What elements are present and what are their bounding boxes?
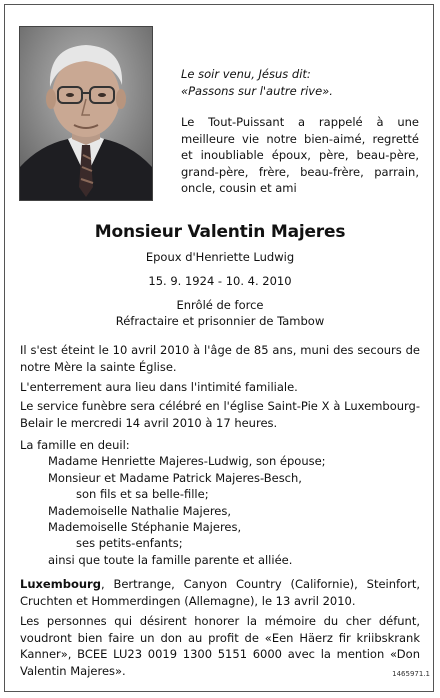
family-line: Mademoiselle Stéphanie Majeres, — [48, 520, 242, 535]
spouse-line: Epoux d'Henriette Ludwig — [145, 250, 295, 264]
quote-line-1: Le soir venu, Jésus dit: — [181, 67, 311, 81]
family-line: ainsi que toute la famille parente et alliée. — [48, 552, 293, 567]
service-notice: Le service funèbre sera célébré en l'église Saint-Pie X à Luxembourg-Belair le mercredi 14 avril 2010 à 17 heures. — [20, 399, 420, 430]
burial-notice: L'enterrement aura lieu dans l'intimité familiale. — [20, 380, 298, 394]
portrait-photo — [19, 26, 153, 201]
family-line: ses petits-enfants; — [76, 536, 183, 551]
intro-text: Le Tout-Puissant a rappelé à une meilleure vie notre bien-aimé, regretté et inoubliable époux, père, beau-père, grand-père, frère, beau-frère, parrain, oncle, cousin et ami — [181, 115, 419, 196]
location-date — [20, 576, 420, 609]
family-line: son fils et sa belle-fille; — [76, 487, 209, 502]
bible-quote — [181, 66, 333, 100]
status-line-1: Enrôlé de force — [176, 298, 264, 312]
location-rest: , Bertrange, Canyon Country (Californie), Steinfort, Cruchten et Hommerdingen (Allemagne), le 13 avril 2010. — [20, 577, 420, 608]
family-line: Monsieur et Madame Patrick Majeres-Besch, — [48, 470, 302, 485]
donation-notice: Les personnes qui désirent honorer la mémoire du cher défunt, voudront bien faire un don au profit de «Een Häerz fir kriibskrank Kanner», BCEE LU23 0019 1300 5151 6000 avec la mention «Don Valentin Majeres». — [20, 614, 420, 678]
family-heading: La famille en deuil: — [20, 438, 130, 452]
deceased-name: Monsieur Valentin Majeres — [94, 222, 346, 242]
family-line: Madame Henriette Majeres-Ludwig, son épouse; — [48, 454, 326, 469]
reference-number: 1465971.1 — [392, 670, 430, 678]
quote-line-2: «Passons sur l'autre rive». — [181, 84, 333, 98]
status-line-2: Réfractaire et prisonnier de Tambow — [115, 314, 325, 328]
family-list — [20, 437, 420, 568]
death-notice: Il s'est éteint le 10 avril 2010 à l'âge de 85 ans, muni des secours de notre Mère la sainte Église. — [20, 343, 420, 374]
life-dates: 15. 9. 1924 - 10. 4. 2010 — [148, 274, 292, 288]
location-city: Luxembourg — [20, 577, 101, 591]
family-line: Mademoiselle Nathalie Majeres, — [48, 503, 232, 518]
